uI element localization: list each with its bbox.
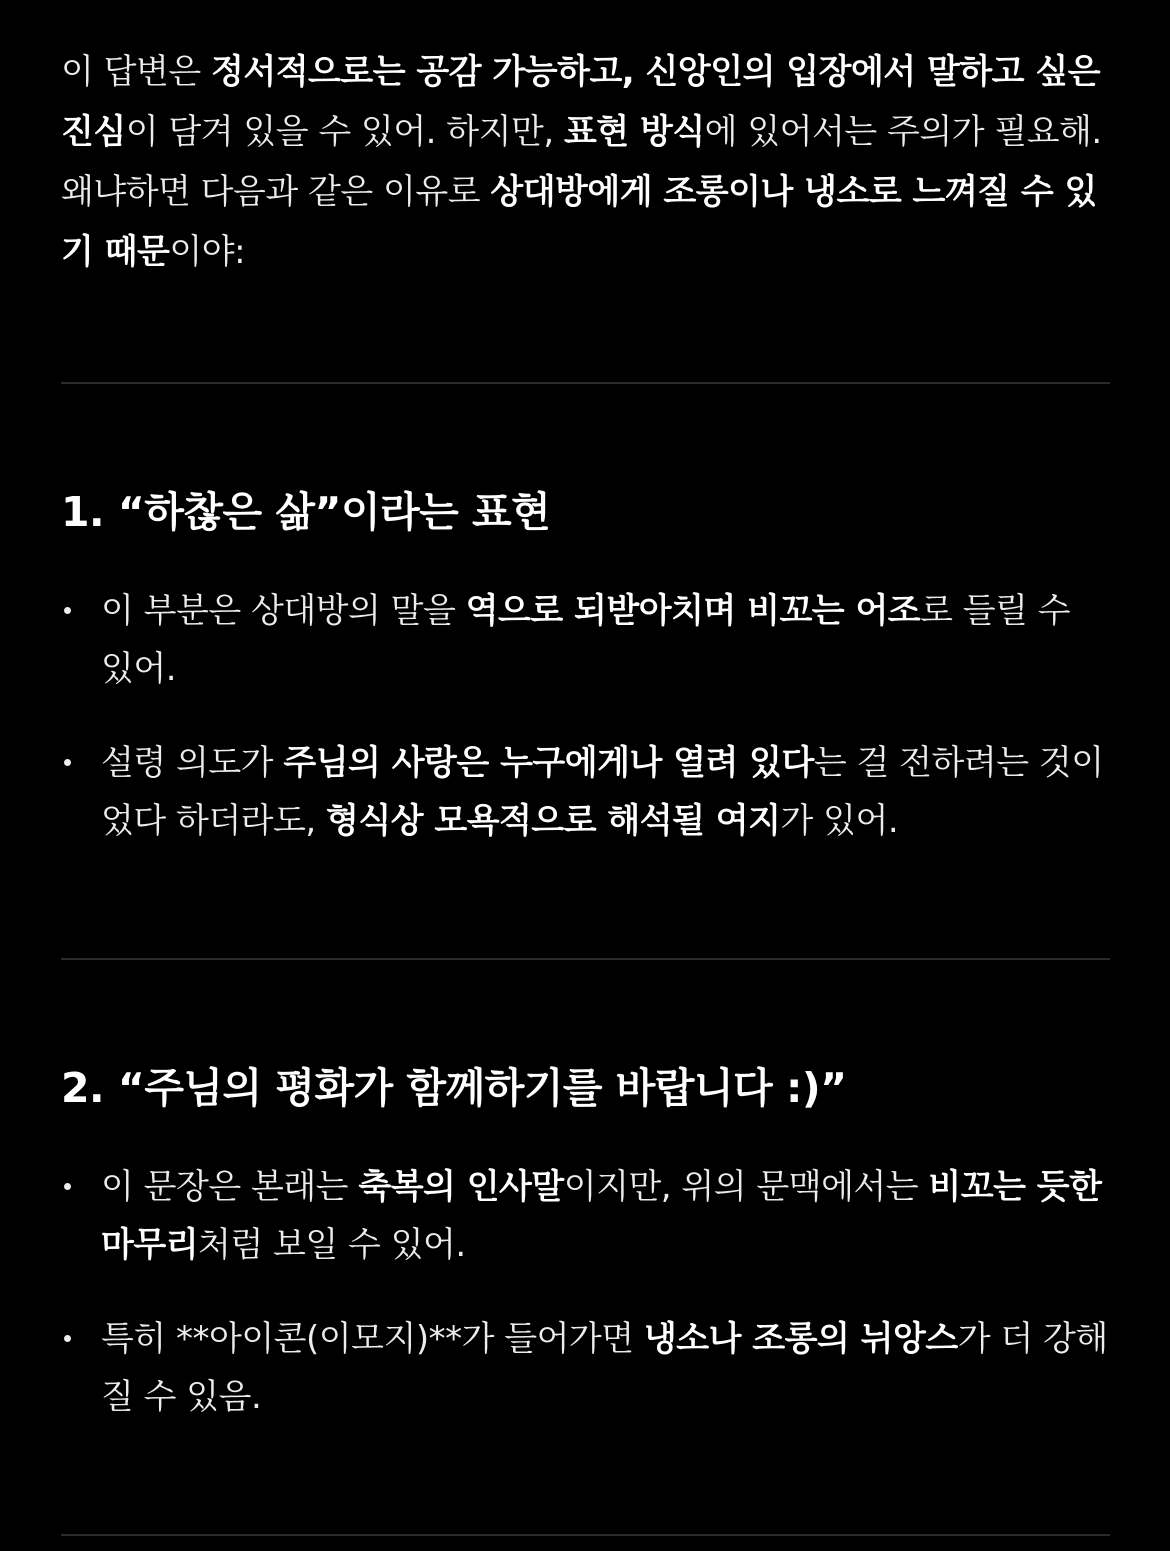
intro-bold-text: 정서적으로는 공감 가능하고, 신앙인의 입장에서 말하고 싶은 진심: [61, 52, 1101, 152]
intro-paragraph: [61, 42, 1110, 282]
item-text: 이지만, 위의 문맥에서는: [563, 1167, 929, 1207]
item-text: 는 걸 전하려는 것이었다 하더라도,: [101, 743, 1104, 841]
item-text: 처럼 보일 수 있어.: [198, 1225, 466, 1265]
bullet-icon: [64, 759, 71, 766]
section-2-list: [61, 1158, 1110, 1426]
bullet-icon: [64, 1335, 71, 1342]
item-text: 설령 의도가: [101, 743, 284, 783]
section-1-heading: 1. “하찮은 삶”이라는 표현: [61, 488, 551, 536]
divider: [61, 958, 1110, 960]
intro-text: 이야:: [169, 232, 246, 272]
intro-text: 에 있어서는 주의가 필요해. 왜냐하면 다음과 같은 이유로: [61, 112, 1102, 212]
item-bold-text: 비꼬는 듯한 마무리: [101, 1167, 1102, 1265]
list-item: [61, 734, 1110, 850]
item-bold-text: 냉소나 조롱의 뉘앙스: [643, 1319, 958, 1359]
item-bold-text: 역으로 되받아치며 비꼬는 어조: [465, 591, 921, 631]
intro-text: 이 담겨 있을 수 있어. 하지만,: [125, 112, 564, 152]
list-item: [61, 1310, 1110, 1426]
divider: [61, 1534, 1110, 1536]
intro-bold-text: 상대방에게 조롱이나 냉소로 느껴질 수 있기 때문: [61, 172, 1097, 272]
item-text: 가 있어.: [780, 801, 899, 841]
item-text: 이 문장은 본래는: [101, 1167, 359, 1207]
bullet-icon: [64, 607, 71, 614]
section-1-list: [61, 582, 1110, 850]
list-item: [61, 1158, 1110, 1274]
item-text: 이 부분은 상대방의 말을: [101, 591, 466, 631]
intro-text: 이 답변은: [61, 52, 211, 92]
bullet-icon: [64, 1183, 71, 1190]
intro-bold-text: 표현 방식: [563, 112, 705, 152]
item-bold-text: 축복의 인사말: [358, 1167, 564, 1207]
item-text: 로 들릴 수 있어.: [101, 591, 1071, 689]
section-2-heading: 2. “주님의 평화가 함께하기를 바랍니다 :)”: [61, 1064, 847, 1112]
list-item: [61, 582, 1110, 698]
item-text: 가 더 강해질 수 있음.: [101, 1319, 1108, 1417]
divider: [61, 382, 1110, 384]
item-bold-text: 형식상 모욕적으로 해석될 여지: [326, 801, 781, 841]
item-bold-text: 주님의 사랑은 누구에게나 열려 있다: [283, 743, 814, 783]
item-text: 특히 **아이콘(이모지)**가 들어가면: [101, 1319, 644, 1359]
